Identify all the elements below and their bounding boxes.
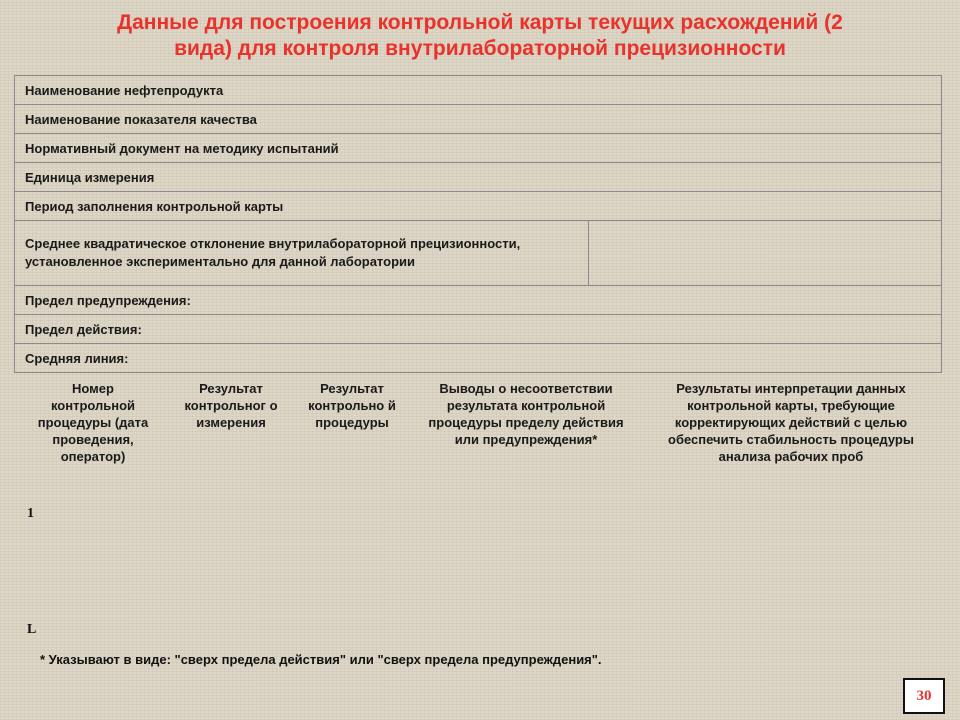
table-row <box>15 76 942 105</box>
std-deviation-value-cell <box>589 221 942 286</box>
footnote: * Указывают в виде: "сверх предела действия" или "сверх предела предупреждения". <box>40 652 602 667</box>
column-header-procedure-number: Номер контрольной процедуры (дата проведения, оператор) <box>37 381 149 464</box>
table-row <box>15 344 942 373</box>
norm-document-cell: Нормативный документ на методику испытаний <box>15 134 942 163</box>
unit-cell: Единица измерения <box>15 163 942 192</box>
table-row <box>15 163 942 192</box>
fill-period-cell: Период заполнения контрольной карты <box>15 192 942 221</box>
table-row <box>15 315 942 344</box>
page-number: 30 <box>916 687 932 704</box>
table-row <box>15 105 942 134</box>
action-limit-cell: Предел действия: <box>15 315 942 344</box>
table-row <box>15 286 942 315</box>
center-line-cell: Средняя линия: <box>15 344 942 373</box>
info-table <box>14 75 942 373</box>
warning-limit-cell: Предел предупреждения: <box>15 286 942 315</box>
product-name-cell: Наименование нефтепродукта <box>15 76 942 105</box>
column-header-interpretation-results: Результаты интерпретации данных контрольной карты, требующие корректирующих действий с целью обеспечить стабильность процедуры анализа рабочих проб <box>668 381 914 464</box>
table-row <box>15 192 942 221</box>
table-row <box>15 221 942 286</box>
column-header-procedure-result: Результат контрольно й процедуры <box>308 381 396 430</box>
table-row <box>15 134 942 163</box>
page-title <box>30 10 930 62</box>
std-deviation-label-cell: Среднее квадратическое отклонение внутрилабораторной прецизионности, установленное экспериментально для данной лаборатории <box>15 221 589 286</box>
column-header-nonconformity-conclusions: Выводы о несоответствии результата контрольной процедуры пределу действия или предупреждения* <box>428 381 624 447</box>
row-marker-first: 1 <box>27 506 34 521</box>
row-marker-last: L <box>27 622 37 637</box>
quality-indicator-cell: Наименование показателя качества <box>15 105 942 134</box>
column-header-measurement-result: Результат контрольног о измерения <box>184 381 278 430</box>
page-number-badge <box>903 678 945 714</box>
title-line-1: Данные для построения контрольной карты текущих расхождений (2 <box>117 11 843 34</box>
title-line-2: вида) для контроля внутрилабораторной прецизионности <box>174 37 786 60</box>
